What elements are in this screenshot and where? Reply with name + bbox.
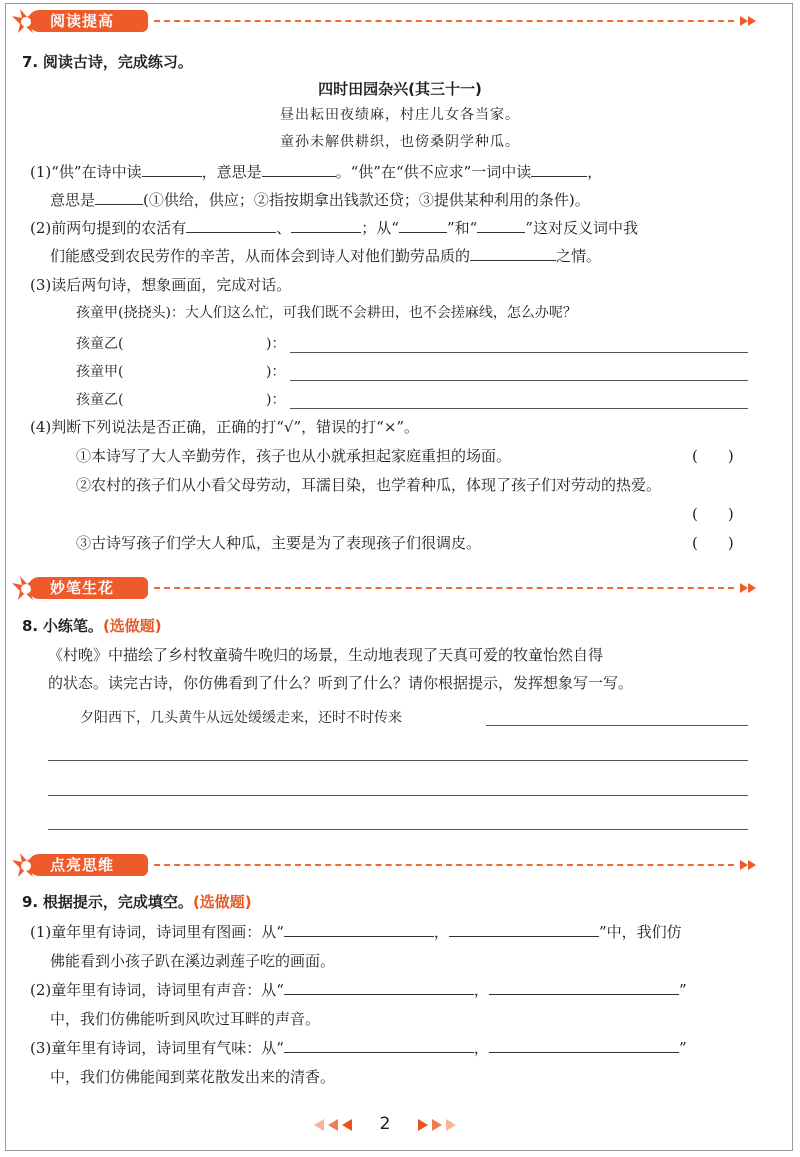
- judge-paren-2[interactable]: ( ): [692, 505, 734, 523]
- writing-line-4[interactable]: [48, 829, 748, 830]
- q7-sub4-prompt: (4)判断下列说法是否正确，正确的打“√”，错误的打“×”。: [30, 418, 420, 436]
- q8-starter: 夕阳西下，几头黄牛从远处缓缓走来，还时不时传来: [80, 710, 402, 726]
- section-title-writing: 妙笔生花: [50, 579, 115, 597]
- q7-sub1-line1: (1)“供”在诗中读 ，意思是 。“供”在“供不应求”一词中读 ，: [30, 163, 603, 181]
- poem-title: 四时田园杂兴(其三十一): [318, 80, 482, 98]
- arrow-right-icon: [738, 12, 758, 30]
- dialogue-close-4: )：: [266, 392, 286, 408]
- blank-antonym-2[interactable]: [477, 218, 525, 233]
- q9-sub1-line2: 佛能看到小孩子趴在溪边剥莲子吃的画面。: [50, 952, 336, 970]
- writing-line-3[interactable]: [48, 795, 748, 796]
- q7-sub2-line2: 们能感受到农民劳作的辛苦，从而体会到诗人对他们勤劳品质的 之情。: [50, 247, 602, 265]
- blank-poem-2b[interactable]: [489, 980, 679, 995]
- judge-paren-1[interactable]: ( ): [692, 447, 734, 465]
- judge-item-2: ②农村的孩子们从小看父母劳动，耳濡目染，也学着种瓜，体现了孩子们对劳动的热爱。: [76, 476, 662, 494]
- q9-sub3-line2: 中，我们仿佛能闻到菜花散发出来的清香。: [50, 1068, 336, 1086]
- blank-reading[interactable]: [142, 162, 202, 177]
- star-burst-icon: [8, 6, 44, 36]
- next-arrows-icon: [414, 1118, 460, 1132]
- blank-meaning-2[interactable]: [95, 190, 143, 205]
- judge-paren-3[interactable]: ( ): [692, 534, 734, 552]
- section-title-reading: 阅读提高: [50, 12, 115, 30]
- blank-poem-2a[interactable]: [284, 980, 474, 995]
- q8-optional-tag: (选做题): [102, 617, 162, 635]
- dialogue-speaker-3: 孩童甲(: [76, 364, 124, 380]
- blank-reading-2[interactable]: [531, 162, 587, 177]
- blank-meaning[interactable]: [262, 162, 336, 177]
- q7-number: 7.: [22, 53, 39, 71]
- section-banner-thinking: [8, 852, 778, 878]
- answer-line-dialogue-3[interactable]: [290, 380, 748, 381]
- q9-number: 9.: [22, 893, 39, 911]
- section-banner-writing: [8, 575, 778, 601]
- section-banner-reading: [8, 8, 778, 34]
- blank-antonym-1[interactable]: [399, 218, 447, 233]
- blank-poem-1b[interactable]: [449, 922, 599, 937]
- q7-sub3-prompt: (3)读后两句诗，想象画面，完成对话。: [30, 276, 292, 294]
- poem-line-1: 昼出耘田夜绩麻，村庄儿女各当家。: [280, 107, 520, 123]
- answer-line-dialogue-2[interactable]: [290, 352, 748, 353]
- q7-sub1-line2: 意思是 (①供给，供应；②指按期拿出钱款还贷；③提供某种利用的条件)。: [50, 191, 590, 209]
- answer-line-dialogue-4[interactable]: [290, 408, 748, 409]
- judge-item-1: ①本诗写了大人辛勤劳作，孩子也从小就承担起家庭重担的场面。: [76, 447, 512, 465]
- q9-sub3-line1: (3)童年里有诗词，诗词里有气味：从“ ， ”: [30, 1039, 687, 1057]
- judge-item-3: ③古诗写孩子们学大人种瓜，主要是为了表现孩子们很调皮。: [76, 534, 482, 552]
- arrow-right-icon: [738, 579, 758, 597]
- page-footer: [0, 1112, 800, 1138]
- blank-poem-3a[interactable]: [284, 1038, 474, 1053]
- dialogue-line-1: 孩童甲(挠挠头)：大人们这么忙，可我们既不会耕田，也不会搓麻线，怎么办呢？: [76, 305, 577, 321]
- blank-poem-1a[interactable]: [284, 922, 434, 937]
- dialogue-close-3: )：: [266, 364, 286, 380]
- q8-number: 8.: [22, 617, 39, 635]
- blank-poem-3b[interactable]: [489, 1038, 679, 1053]
- blank-farmwork-1[interactable]: [186, 218, 276, 233]
- banner-dashed-line: [154, 20, 734, 22]
- prev-arrows-icon: [312, 1118, 358, 1132]
- q8-title: 小练笔。: [42, 617, 103, 635]
- q9-title: 根据提示，完成填空。: [42, 893, 193, 911]
- section-title-thinking: 点亮思维: [50, 856, 115, 874]
- q9-optional-tag: (选做题): [192, 893, 252, 911]
- q8-paragraph-1: 《村晚》中描绘了乡村牧童骑牛晚归的场景，生动地表现了天真可爱的牧童怡然自得: [48, 646, 604, 664]
- page-number: 2: [379, 1114, 391, 1134]
- arrow-right-icon: [738, 856, 758, 874]
- q9-heading: [22, 890, 252, 914]
- star-burst-icon: [8, 850, 44, 880]
- q9-sub1-line1: (1)童年里有诗词，诗词里有图画：从“ ， ”中，我们仿: [30, 923, 682, 941]
- writing-line-2[interactable]: [48, 760, 748, 761]
- banner-dashed-line: [154, 587, 734, 589]
- dialogue-close-2: )：: [266, 336, 286, 352]
- dialogue-speaker-2: 孩童乙(: [76, 336, 124, 352]
- q8-heading: [22, 614, 162, 638]
- q7-sub2-line1: (2)前两句提到的农活有 、 ；从“ ”和“ ”这对反义词中我: [30, 219, 638, 237]
- poem-line-2: 童孙未解供耕织，也傍桑阴学种瓜。: [280, 134, 520, 150]
- star-burst-icon: [8, 573, 44, 603]
- q9-sub2-line1: (2)童年里有诗词，诗词里有声音：从“ ， ”: [30, 981, 687, 999]
- blank-farmwork-2[interactable]: [291, 218, 361, 233]
- q7-heading: [22, 50, 193, 74]
- q7-title: 阅读古诗，完成练习。: [42, 53, 193, 71]
- q8-paragraph-2: 的状态。读完古诗，你仿佛看到了什么？听到了什么？请你根据提示，发挥想象写一写。: [48, 674, 634, 692]
- blank-feeling[interactable]: [470, 246, 556, 261]
- q9-sub2-line2: 中，我们仿佛能听到风吹过耳畔的声音。: [50, 1010, 321, 1028]
- banner-dashed-line: [154, 864, 734, 866]
- writing-line-1[interactable]: [486, 725, 748, 726]
- dialogue-speaker-4: 孩童乙(: [76, 392, 124, 408]
